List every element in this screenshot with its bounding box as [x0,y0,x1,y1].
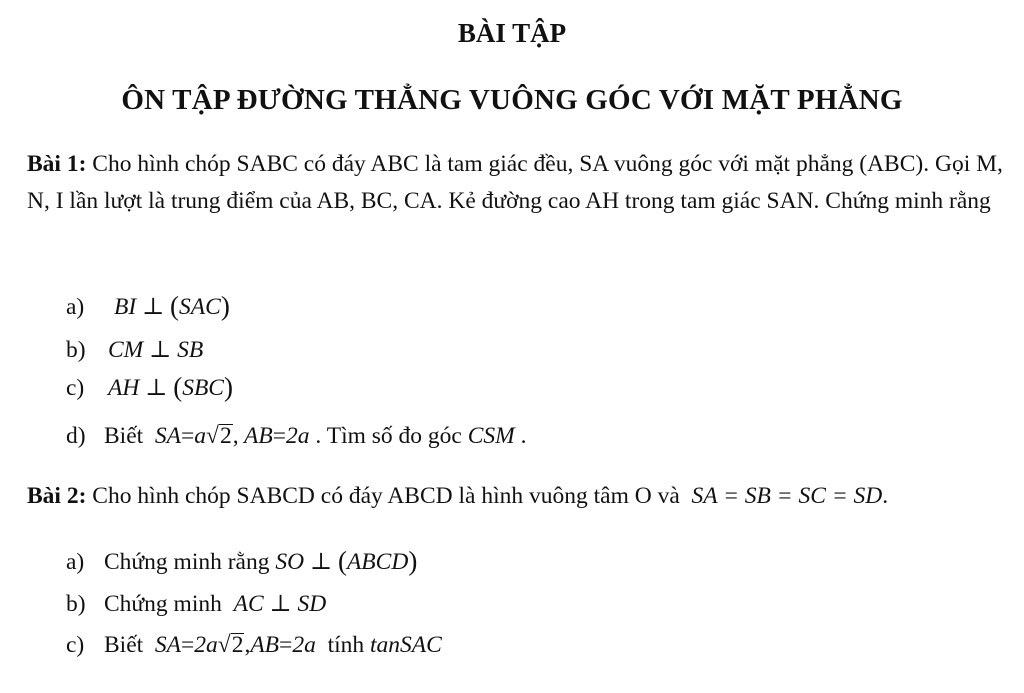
sqrt-icon: √ [206,423,219,449]
math-condition: SA = SB = SC = SD [691,483,883,509]
item-prefix: Biết [104,423,144,449]
perp-symbol: ⊥ [149,337,172,363]
math-value: 2a [286,423,310,449]
item-end: . [520,423,527,449]
perp-symbol: ⊥ [309,549,333,575]
item-label: a) [66,549,85,575]
exercise-1-item-b [66,335,203,365]
exercise-2-item-b [66,589,326,619]
item-middle-text: . Tìm số đo góc [315,423,462,449]
comma: , [232,423,239,449]
math-rhs: SAC [179,294,221,320]
exercise-2-item-a [66,545,417,577]
item-middle-text: tính [327,632,365,658]
item-prefix: Chứng minh [104,591,222,617]
exercise-1-item-c [66,371,233,403]
exercise-1-item-d [66,421,526,451]
paren-left: ( [170,291,180,321]
math-sa: SA [154,632,182,658]
exercise-1-item-a [66,290,230,322]
paren-right: ) [223,372,233,402]
item-label: c) [66,632,85,658]
math-value: 2a [292,632,316,658]
math-lhs: AC [233,591,264,617]
equals-sign: = [181,423,195,449]
math-rhs: SD [297,591,327,617]
page-title: BÀI TẬP [457,18,567,48]
math-rhs: ABCD [346,549,409,575]
math-lhs: BI [114,294,137,320]
exercise-2-label: Bài 2: [27,483,87,509]
item-prefix: Chứng minh rằng [104,549,270,575]
perp-symbol: ⊥ [145,375,168,401]
radicand: 2 [231,632,244,658]
math-lhs: CM [108,337,144,363]
exercise-1-label: Bài 1: [27,151,87,177]
math-lhs: AH [108,375,140,401]
equals-sign: = [272,423,287,449]
item-label: c) [66,375,85,401]
math-a: a [194,423,207,449]
math-sa: SA [154,423,182,449]
equals-sign: = [181,632,195,658]
math-angle: CSM [467,423,515,449]
exercise-2-body: Cho hình chóp SABCD có đáy ABCD là hình vuông tâm O và [86,483,680,509]
paren-left: ( [173,372,183,402]
comma: , [244,632,251,658]
sqrt-icon: √ [217,632,231,658]
math-ab: AB [250,632,280,658]
item-label: d) [66,423,86,449]
math-target: tanSAC [370,632,442,658]
exercise-1-text [27,146,1007,220]
math-rhs: SBC [182,375,224,401]
perp-symbol: ⊥ [269,591,292,617]
exercise-1-body: Cho hình chóp SABC có đáy ABC là tam giác đều, SA vuông góc với mặt phẳng (ABC). Gọi M, N, I lần lượt là trung điểm của AB, BC, CA. Kẻ đường cao AH trong tam giác SAN. Chứng minh rằng [27,151,1003,214]
exercise-2-item-c [66,630,442,660]
radicand: 2 [219,423,232,449]
math-ab: AB [244,423,273,449]
exercise-2-text [27,478,1007,515]
math-lhs: SO [275,549,305,575]
exercise-2-end: . [882,483,889,509]
math-rhs: SB [177,337,204,363]
paren-left: ( [337,546,347,576]
item-label: a) [66,294,85,320]
page-subtitle: ÔN TẬP ĐƯỜNG THẲNG VUÔNG GÓC VỚI MẶT PHẲNG [121,84,903,116]
item-label: b) [66,591,86,617]
equals-sign: = [279,632,293,658]
item-prefix: Biết [104,632,144,658]
item-label: b) [66,337,86,363]
math-coef: 2a [194,632,218,658]
perp-symbol: ⊥ [142,294,165,320]
paren-right: ) [220,291,230,321]
paren-right: ) [408,546,418,576]
